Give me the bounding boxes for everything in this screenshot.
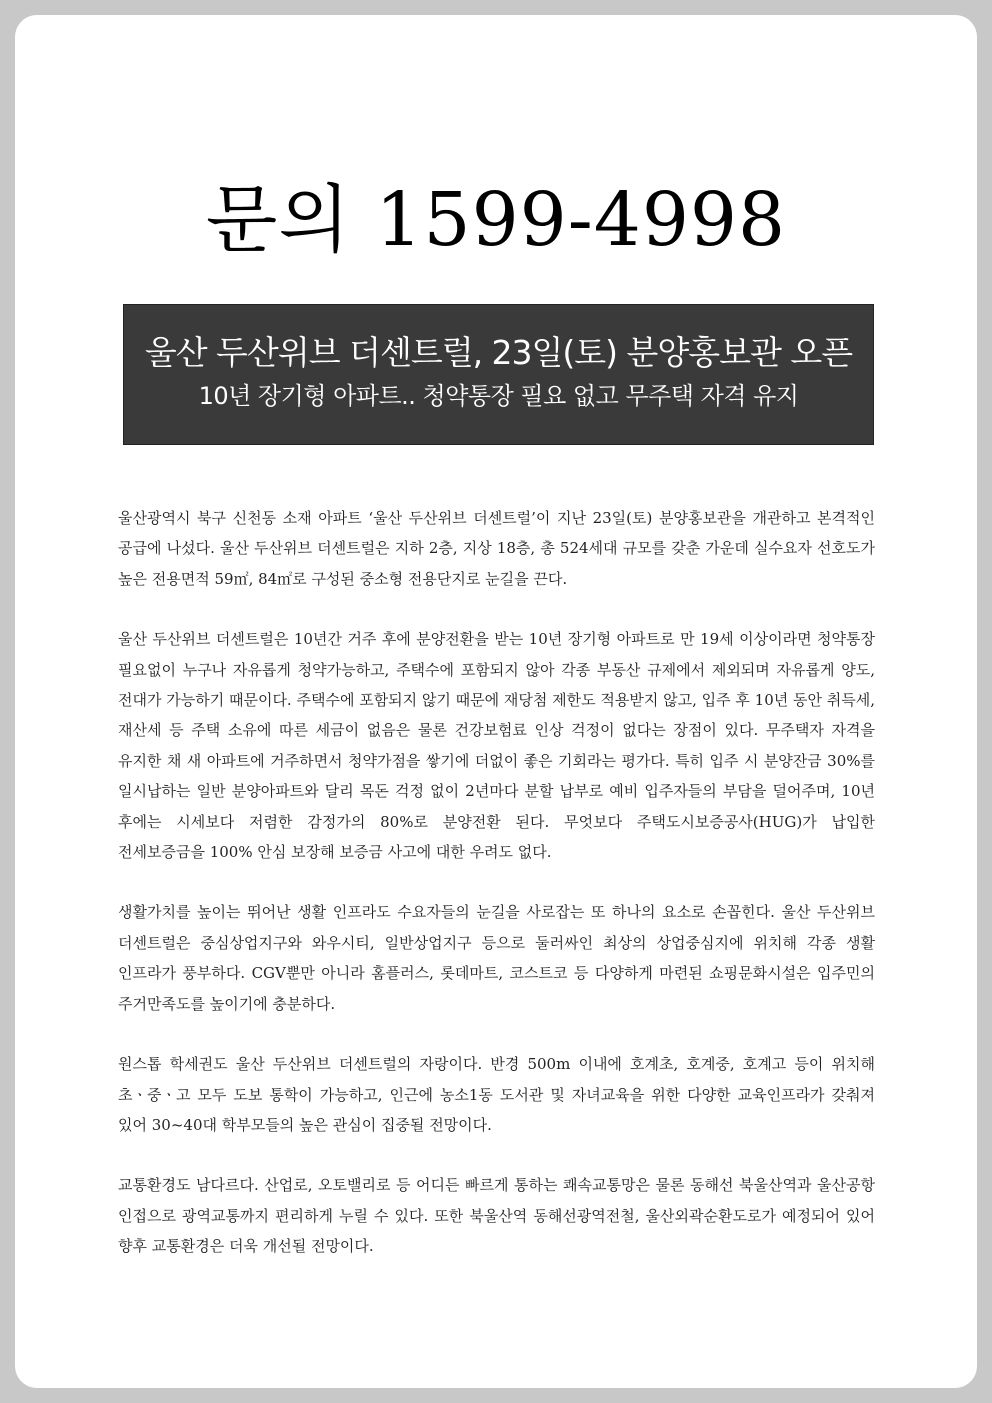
article-paragraph: 원스톱 학세권도 울산 두산위브 더센트럴의 자랑이다. 반경 500m 이내에 호계초, 호계중, 호계고 등이 위치해 초ㆍ중ㆍ고 모두 도보 통학이 가능하고, 인근에 농소1동 도서관 및 자녀교육을 위한 다양한 교육인프라가 갖춰져 있어 30~40대 학부모들의 높은 관심이 집중될 전망이다. [118,1055,875,1134]
article-paragraph: 교통환경도 남다르다. 산업로, 오토밸리로 등 어디든 빠르게 통하는 쾌속교통망은 물론 동해선 북울산역과 울산공항 인접으로 광역교통까지 편리하게 누릴 수 있다. 또한 북울산역 동해선광역전철, 울산외곽순환도로가 예정되어 있어 향후 교통환경은 더욱 개선될 전망이다. [118,1176,875,1256]
article-paragraph: 울산광역시 북구 신천동 소재 아파트 ‘울산 두산위브 더센트럴’이 지난 23일(토) 분양홍보관을 개관하고 본격적인 공급에 나섰다. 울산 두산위브 더센트럴은 지하 2층, 지상 18층, 총 524세대 규모를 갖춘 가운데 실수요자 선호도가 높은 전용면적 59㎡, 84㎡로 구성된 중소형 전용단지로 눈길을 끈다. [118,509,875,588]
article-body [118,503,875,1292]
article-paragraph: 생활가치를 높이는 뛰어난 생활 인프라도 수요자들의 눈길을 사로잡는 또 하나의 요소로 손꼽힌다. 울산 두산위브 더센트럴은 중심상업지구와 와우시티, 일반상업지구 등으로 둘러싸인 최상의 상업중심지에 위치해 각종 생활 인프라가 풍부하다. CGV뿐만 아니라 홈플러스, 롯데마트, 코스트코 등 다양하게 마련된 쇼핑문화시설은 입주민의 주거만족도를 높이기에 충분하다. [118,903,875,1013]
headline-banner [123,304,874,445]
contact-phone-heading: 문의 1599-4998 [205,177,787,263]
document-page [15,15,977,1388]
headline-title: 울산 두산위브 더센트럴, 23일(토) 분양홍보관 오픈 [144,333,853,372]
article-paragraph: 울산 두산위브 더센트럴은 10년간 거주 후에 분양전환을 받는 10년 장기형 아파트로 만 19세 이상이라면 청약통장 필요없이 누구나 자유롭게 청약가능하고, 주택수에 포함되지 않아 각종 부동산 규제에서 제외되며 자유롭게 양도, 전대가 가능하기 때문이다. 주택수에 포함되지 않기 때문에 재당첨 제한도 적용받지 않고, 입주 후 10년 동안 취득세, 재산세 등 주택 소유에 따른 세금이 없음은 물론 건강보험료 인상 걱정이 없다는 장점이 있다. 무주택자 자격을 유지한 채 새 아파트에 거주하면서 청약가점을 쌓기에 더없이 좋은 기회라는 평가다. 특히 입주 시 분양잔금 30%를 일시납하는 일반 분양아파트와 달리 목돈 걱정 없이 2년마다 분할 납부로 예비 입주자들의 부담을 덜어주며, 10년 후에는 시세보다 저렴한 감정가의 80%로 분양전환 된다. 무엇보다 주택도시보증공사(HUG)가 납입한 전세보증금을 100% 안심 보장해 보증금 사고에 대한 우려도 없다. [118,630,875,862]
headline-subtitle: 10년 장기형 아파트.. 청약통장 필요 없고 무주택 자격 유지 [198,382,799,410]
